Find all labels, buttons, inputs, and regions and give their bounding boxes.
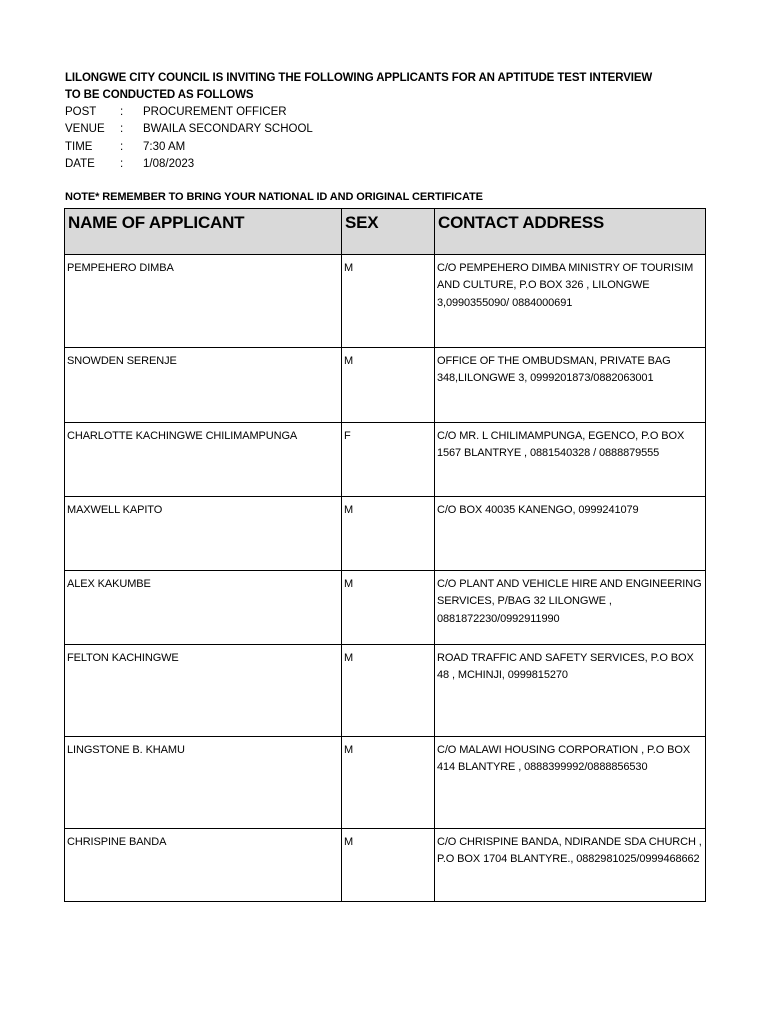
- applicant-sex: F: [342, 423, 435, 497]
- table-row: [65, 348, 706, 423]
- info-row-venue: [65, 121, 313, 138]
- info-value: PROCUREMENT OFFICER: [143, 106, 287, 118]
- applicant-address: ROAD TRAFFIC AND SAFETY SERVICES, P.O BOX 48 , MCHINJI, 0999815270: [435, 645, 706, 737]
- info-key: TIME: [65, 140, 93, 153]
- table-row: [65, 497, 706, 571]
- applicant-sex: M: [342, 571, 435, 645]
- info-separator: :: [120, 157, 124, 170]
- header-sex: SEX: [342, 209, 435, 255]
- applicant-name: PEMPEHERO DIMBA: [65, 255, 342, 348]
- applicant-address: C/O MALAWI HOUSING CORPORATION , P.O BOX 414 BLANTYRE , 0888399992/0888856530: [435, 737, 706, 829]
- table-row: [65, 645, 706, 737]
- applicant-address: C/O CHRISPINE BANDA, NDIRANDE SDA CHURCH , P.O BOX 1704 BLANTYRE., 0882981025/0999468662: [435, 829, 706, 902]
- applicant-name: FELTON KACHINGWE: [65, 645, 342, 737]
- applicant-sex: M: [342, 497, 435, 571]
- applicant-sex: M: [342, 737, 435, 829]
- applicant-address: C/O MR. L CHILIMAMPUNGA, EGENCO, P.O BOX 1567 BLANTRYE , 0881540328 / 0888879555: [435, 423, 706, 497]
- header-name: NAME OF APPLICANT: [65, 209, 342, 255]
- applicants-table: [64, 208, 706, 902]
- info-key: VENUE: [65, 123, 105, 136]
- table-row: [65, 423, 706, 497]
- table-header-row: [65, 209, 706, 255]
- applicant-address: OFFICE OF THE OMBUDSMAN, PRIVATE BAG 348,LILONGWE 3, 0999201873/0882063001: [435, 348, 706, 423]
- applicant-sex: M: [342, 645, 435, 737]
- info-value: 1/08/2023: [143, 157, 195, 170]
- info-separator: :: [120, 140, 124, 153]
- applicant-name: CHRISPINE BANDA: [65, 829, 342, 902]
- info-row-time: [65, 139, 313, 156]
- applicant-address: C/O BOX 40035 KANENGO, 0999241079: [435, 497, 706, 571]
- table-row: [65, 737, 706, 829]
- applicant-name: MAXWELL KAPITO: [65, 497, 342, 571]
- info-separator: :: [120, 106, 124, 118]
- interview-info: [65, 104, 313, 173]
- applicant-sex: M: [342, 255, 435, 348]
- table-row: [65, 829, 706, 902]
- info-key: POST: [65, 106, 97, 118]
- info-row-date: [65, 156, 313, 173]
- table-row: [65, 571, 706, 645]
- applicant-address: C/O PLANT AND VEHICLE HIRE AND ENGINEERING SERVICES, P/BAG 32 LILONGWE , 0881872230/0992911990: [435, 571, 706, 645]
- table-row: [65, 255, 706, 348]
- applicant-name: CHARLOTTE KACHINGWE CHILIMAMPUNGA: [65, 423, 342, 497]
- info-value: 7:30 AM: [143, 140, 186, 153]
- applicant-sex: M: [342, 829, 435, 902]
- info-separator: :: [120, 123, 124, 136]
- info-row-post: [65, 104, 313, 121]
- header-address: CONTACT ADDRESS: [435, 209, 706, 255]
- document-heading: LILONGWE CITY COUNCIL IS INVITING THE FOLLOWING APPLICANTS FOR AN APTITUDE TEST INTERVIEW TO BE CONDUCTED AS FOLLOWS: [65, 72, 653, 101]
- applicant-sex: M: [342, 348, 435, 423]
- applicant-name: ALEX KAKUMBE: [65, 571, 342, 645]
- applicant-name: LINGSTONE B. KHAMU: [65, 737, 342, 829]
- info-key: DATE: [65, 157, 95, 170]
- info-value: BWAILA SECONDARY SCHOOL: [143, 123, 313, 136]
- applicant-address: C/O PEMPEHERO DIMBA MINISTRY OF TOURISIM AND CULTURE, P.O BOX 326 , LILONGWE 3,0990355090/ 0884000691: [435, 255, 706, 348]
- applicant-name: SNOWDEN SERENJE: [65, 348, 342, 423]
- note-text: NOTE* REMEMBER TO BRING YOUR NATIONAL ID AND ORIGINAL CERTIFICATE: [65, 191, 483, 203]
